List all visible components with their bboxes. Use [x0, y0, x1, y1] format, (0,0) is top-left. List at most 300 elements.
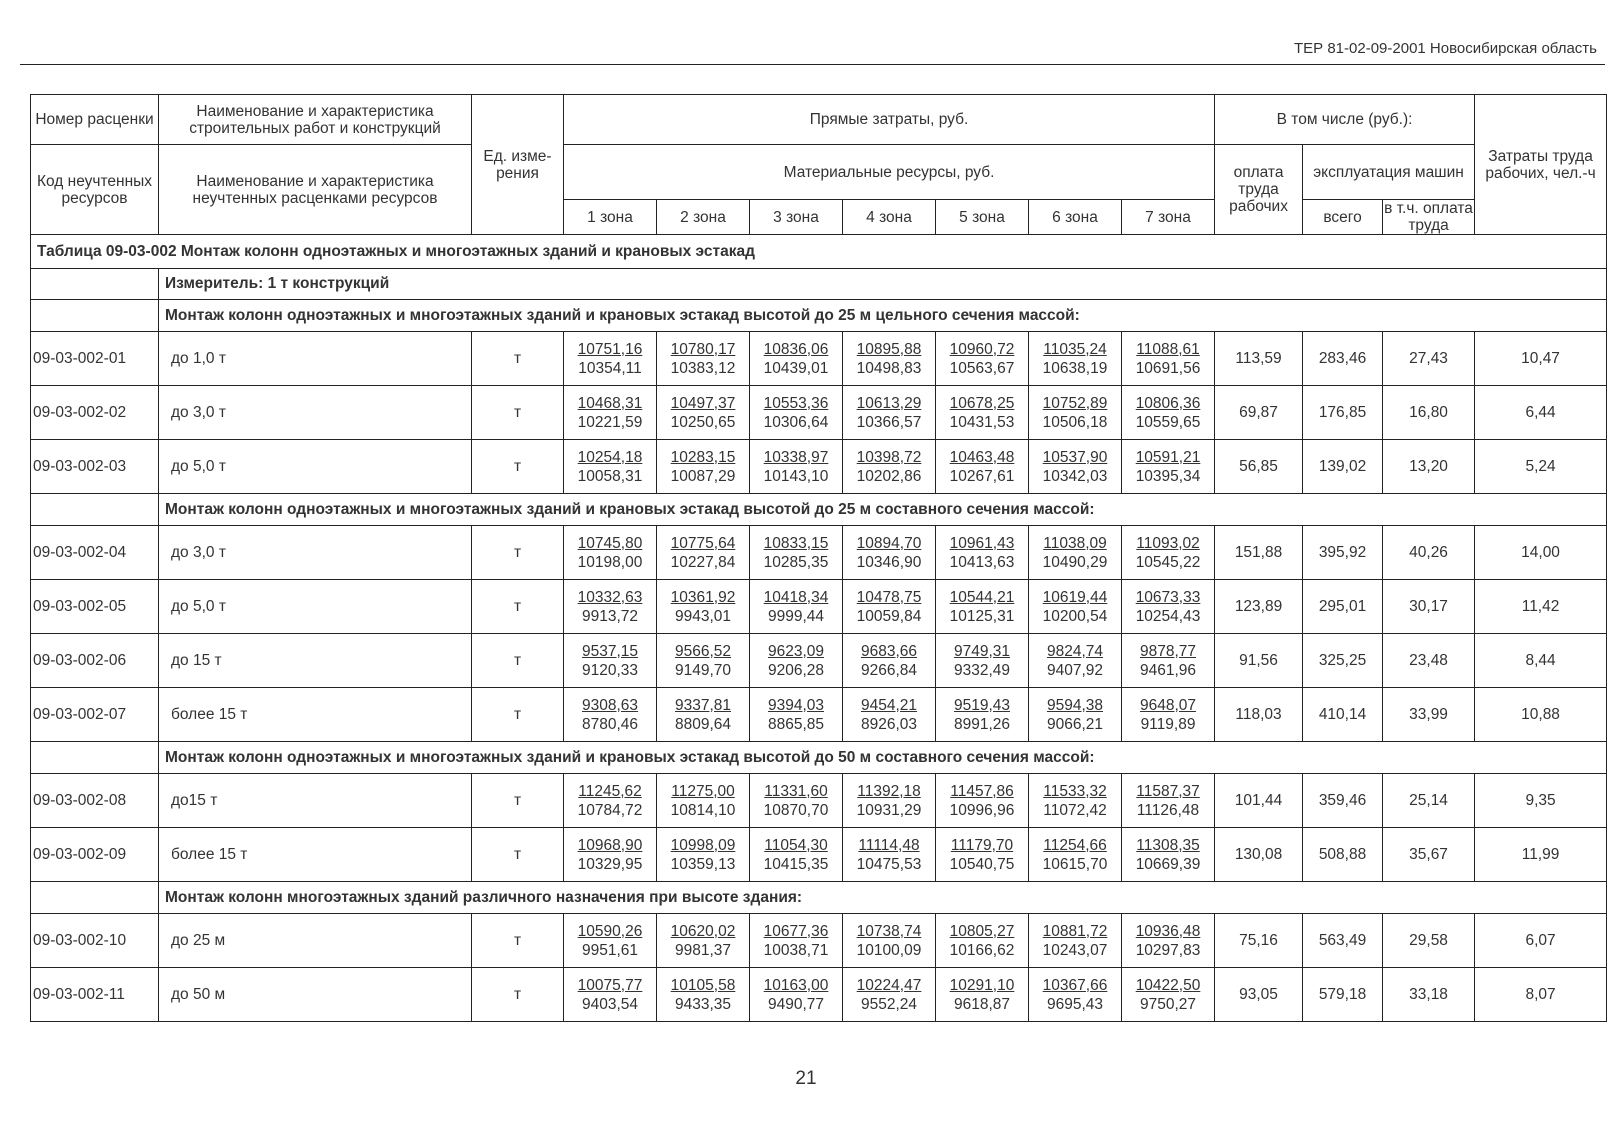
section-title: Монтаж колонн многоэтажных зданий различного назначения при высоте здания: — [159, 882, 1607, 914]
zone-cell — [750, 634, 843, 688]
material-cost: 8865,85 — [767, 715, 825, 733]
header-zone-2: 2 зона — [657, 200, 750, 235]
zone-cell — [657, 828, 750, 882]
material-cost: 10559,65 — [1135, 413, 1201, 431]
direct-cost: 10806,36 — [1135, 394, 1201, 412]
direct-cost: 10745,80 — [577, 534, 643, 552]
direct-cost: 9519,43 — [953, 696, 1011, 714]
empty-cell — [31, 269, 159, 300]
direct-cost: 9337,81 — [674, 696, 732, 714]
direct-cost: 10590,26 — [577, 922, 643, 940]
zone-cell — [750, 828, 843, 882]
section-row — [31, 494, 1607, 526]
rate-code: 09-03-002-09 — [31, 828, 159, 882]
zone-cell — [1029, 688, 1122, 742]
zone-cell — [936, 332, 1029, 386]
material-cost: 10254,43 — [1135, 607, 1201, 625]
direct-cost: 10338,97 — [763, 448, 829, 466]
machines-total: 295,01 — [1303, 580, 1383, 634]
zone-cell — [936, 968, 1029, 1022]
material-cost: 9913,72 — [581, 607, 639, 625]
zone-cell — [843, 634, 936, 688]
material-cost: 9490,77 — [767, 995, 825, 1013]
material-cost: 10342,03 — [1042, 467, 1108, 485]
machines-total: 139,02 — [1303, 440, 1383, 494]
zone-cell — [657, 914, 750, 968]
direct-cost: 10998,09 — [670, 836, 736, 854]
machines-total: 283,46 — [1303, 332, 1383, 386]
material-cost: 10125,31 — [949, 607, 1015, 625]
zone-cell — [750, 688, 843, 742]
header-naimen: Наименование и характеристика строительных работ и конструкций — [159, 95, 472, 145]
material-cost: 11126,48 — [1136, 801, 1200, 819]
zone-cell — [936, 688, 1029, 742]
table-row — [31, 526, 1607, 580]
header-zone-4: 4 зона — [843, 200, 936, 235]
material-cost: 10490,29 — [1042, 553, 1108, 571]
material-cost: 10100,09 — [856, 941, 922, 959]
labor-hours: 8,07 — [1475, 968, 1607, 1022]
zone-cell — [1122, 580, 1215, 634]
machines-total: 563,49 — [1303, 914, 1383, 968]
material-cost: 10166,62 — [949, 941, 1015, 959]
section-row — [31, 882, 1607, 914]
zone-cell — [1122, 774, 1215, 828]
direct-cost: 10752,89 — [1042, 394, 1108, 412]
page-header — [20, 38, 1605, 65]
zone-cell — [1122, 526, 1215, 580]
machines-total: 325,25 — [1303, 634, 1383, 688]
material-cost: 10506,18 — [1042, 413, 1108, 431]
direct-cost: 10544,21 — [949, 588, 1015, 606]
zone-cell — [843, 386, 936, 440]
rate-code: 09-03-002-07 — [31, 688, 159, 742]
direct-cost: 10673,33 — [1135, 588, 1201, 606]
table-row — [31, 828, 1607, 882]
rate-code: 09-03-002-04 — [31, 526, 159, 580]
zone-cell — [1029, 634, 1122, 688]
izmeritel: Измеритель: 1 т конструкций — [159, 269, 1607, 300]
labor-pay: 130,08 — [1215, 828, 1303, 882]
rate-name: до 50 м — [159, 968, 472, 1022]
zone-cell — [564, 774, 657, 828]
direct-cost: 9623,09 — [767, 642, 825, 660]
direct-cost: 10960,72 — [949, 340, 1015, 358]
labor-pay: 56,85 — [1215, 440, 1303, 494]
empty-cell — [31, 882, 159, 914]
table-row — [31, 386, 1607, 440]
zone-cell — [843, 774, 936, 828]
direct-cost: 11088,61 — [1136, 340, 1200, 358]
material-cost: 10784,72 — [577, 801, 643, 819]
labor-pay: 91,56 — [1215, 634, 1303, 688]
material-cost: 10285,35 — [763, 553, 829, 571]
header-naimen2: Наименование и характеристика неучтенных расценками ресурсов — [159, 145, 472, 235]
material-cost: 10306,64 — [763, 413, 829, 431]
direct-cost: 10678,25 — [949, 394, 1015, 412]
direct-cost: 11035,24 — [1043, 340, 1107, 358]
material-cost: 10359,13 — [670, 855, 736, 873]
direct-cost: 10613,29 — [856, 394, 922, 412]
material-cost: 9433,35 — [674, 995, 732, 1013]
machines-labor: 33,18 — [1383, 968, 1475, 1022]
direct-cost: 10751,16 — [577, 340, 643, 358]
material-cost: 9461,96 — [1140, 661, 1197, 679]
header-zone-6: 6 зона — [1029, 200, 1122, 235]
direct-cost: 10836,06 — [763, 340, 829, 358]
material-cost: 10221,59 — [577, 413, 643, 431]
zone-cell — [843, 440, 936, 494]
direct-cost: 10332,63 — [577, 588, 643, 606]
zone-cell — [750, 526, 843, 580]
labor-hours: 10,88 — [1475, 688, 1607, 742]
header-v-tom: В том числе (руб.): — [1215, 95, 1475, 145]
izmeritel-row — [31, 269, 1607, 300]
zone-cell — [657, 634, 750, 688]
rate-unit: т — [472, 828, 564, 882]
material-cost: 8809,64 — [674, 715, 732, 733]
labor-hours: 6,07 — [1475, 914, 1607, 968]
zone-cell — [936, 774, 1029, 828]
section-title: Монтаж колонн одноэтажных и многоэтажных зданий и крановых эстакад высотой до 25 м составного сечения массой: — [159, 494, 1607, 526]
labor-pay: 101,44 — [1215, 774, 1303, 828]
material-cost: 10615,70 — [1042, 855, 1108, 873]
material-cost: 10814,10 — [670, 801, 736, 819]
material-cost: 10413,63 — [949, 553, 1015, 571]
direct-cost: 11331,60 — [764, 782, 828, 800]
machines-labor: 40,26 — [1383, 526, 1475, 580]
empty-cell — [31, 300, 159, 332]
labor-hours: 11,99 — [1475, 828, 1607, 882]
direct-cost: 10075,77 — [577, 976, 643, 994]
direct-cost: 11457,86 — [950, 782, 1014, 800]
material-cost: 9119,89 — [1140, 715, 1196, 733]
zone-cell — [1122, 440, 1215, 494]
table-row — [31, 688, 1607, 742]
material-cost: 9999,44 — [767, 607, 825, 625]
rate-name: более 15 т — [159, 828, 472, 882]
zone-cell — [936, 526, 1029, 580]
material-cost: 8780,46 — [581, 715, 639, 733]
zone-cell — [1122, 914, 1215, 968]
direct-cost: 11038,09 — [1043, 534, 1107, 552]
zone-cell — [564, 914, 657, 968]
zone-cell — [564, 440, 657, 494]
zone-cell — [657, 774, 750, 828]
direct-cost: 10361,92 — [670, 588, 736, 606]
material-cost: 8926,03 — [860, 715, 918, 733]
labor-pay: 151,88 — [1215, 526, 1303, 580]
material-cost: 9951,61 — [581, 941, 639, 959]
labor-hours: 5,24 — [1475, 440, 1607, 494]
price-table — [30, 94, 1607, 1022]
direct-cost: 9537,15 — [581, 642, 639, 660]
header-zone-1: 1 зона — [564, 200, 657, 235]
header-ed: Ед. изме-рения — [472, 95, 564, 235]
section-title: Монтаж колонн одноэтажных и многоэтажных зданий и крановых эстакад высотой до 50 м составного сечения массой: — [159, 742, 1607, 774]
direct-cost: 10833,15 — [763, 534, 829, 552]
direct-cost: 9648,07 — [1140, 696, 1197, 714]
direct-cost: 10619,44 — [1042, 588, 1108, 606]
direct-cost: 10224,47 — [856, 976, 922, 994]
material-cost: 10329,95 — [577, 855, 643, 873]
direct-cost: 10591,21 — [1135, 448, 1201, 466]
material-cost: 9943,01 — [674, 607, 732, 625]
zone-cell — [657, 968, 750, 1022]
zone-cell — [564, 526, 657, 580]
zone-cell — [843, 332, 936, 386]
material-cost: 10870,70 — [763, 801, 829, 819]
labor-pay: 118,03 — [1215, 688, 1303, 742]
direct-cost: 11308,35 — [1136, 836, 1200, 854]
machines-labor: 27,43 — [1383, 332, 1475, 386]
rate-code: 09-03-002-01 — [31, 332, 159, 386]
zone-cell — [657, 580, 750, 634]
material-cost: 10250,65 — [670, 413, 736, 431]
labor-hours: 10,47 — [1475, 332, 1607, 386]
rate-code: 09-03-002-11 — [31, 968, 159, 1022]
material-cost: 9066,21 — [1046, 715, 1104, 733]
direct-cost: 9566,52 — [674, 642, 732, 660]
direct-cost: 9683,66 — [860, 642, 918, 660]
zone-cell — [564, 634, 657, 688]
zone-cell — [936, 580, 1029, 634]
rate-code: 09-03-002-05 — [31, 580, 159, 634]
zone-cell — [1122, 688, 1215, 742]
empty-cell — [31, 494, 159, 526]
zone-cell — [1029, 526, 1122, 580]
material-cost: 10198,00 — [577, 553, 643, 571]
direct-cost: 10894,70 — [856, 534, 922, 552]
machines-total: 395,92 — [1303, 526, 1383, 580]
material-cost: 10143,10 — [763, 467, 829, 485]
material-cost: 10563,67 — [949, 359, 1015, 377]
direct-cost: 10422,50 — [1135, 976, 1201, 994]
section-title: Монтаж колонн одноэтажных и многоэтажных зданий и крановых эстакад высотой до 25 м цельного сечения массой: — [159, 300, 1607, 332]
rate-code: 09-03-002-06 — [31, 634, 159, 688]
zone-cell — [1122, 968, 1215, 1022]
direct-cost: 10895,88 — [856, 340, 922, 358]
rate-name: до 5,0 т — [159, 440, 472, 494]
zone-cell — [843, 828, 936, 882]
direct-cost: 11587,37 — [1136, 782, 1200, 800]
direct-cost: 10367,66 — [1042, 976, 1108, 994]
zone-cell — [564, 688, 657, 742]
direct-cost: 9454,21 — [860, 696, 918, 714]
rate-unit: т — [472, 386, 564, 440]
material-cost: 9618,87 — [953, 995, 1011, 1013]
material-cost: 10439,01 — [763, 359, 829, 377]
direct-cost: 10738,74 — [856, 922, 922, 940]
header-zone-7: 7 зона — [1122, 200, 1215, 235]
direct-cost: 10881,72 — [1042, 922, 1108, 940]
zone-cell — [657, 386, 750, 440]
material-cost: 10540,75 — [949, 855, 1015, 873]
material-cost: 10475,53 — [856, 855, 922, 873]
material-cost: 10200,54 — [1042, 607, 1108, 625]
material-cost: 9120,33 — [581, 661, 639, 679]
machines-labor: 13,20 — [1383, 440, 1475, 494]
zone-cell — [1029, 828, 1122, 882]
rate-unit: т — [472, 774, 564, 828]
machines-labor: 35,67 — [1383, 828, 1475, 882]
zone-cell — [843, 914, 936, 968]
material-cost: 9403,54 — [581, 995, 639, 1013]
zone-cell — [1122, 828, 1215, 882]
table-row — [31, 440, 1607, 494]
zone-cell — [843, 526, 936, 580]
material-cost: 11072,42 — [1043, 801, 1107, 819]
labor-hours: 8,44 — [1475, 634, 1607, 688]
table-row — [31, 580, 1607, 634]
material-cost: 10243,07 — [1042, 941, 1108, 959]
direct-cost: 11179,70 — [950, 836, 1014, 854]
rate-unit: т — [472, 688, 564, 742]
section-row — [31, 742, 1607, 774]
direct-cost: 10254,18 — [577, 448, 643, 466]
zone-cell — [936, 440, 1029, 494]
direct-cost: 10398,72 — [856, 448, 922, 466]
labor-pay: 69,87 — [1215, 386, 1303, 440]
material-cost: 9552,24 — [860, 995, 918, 1013]
rate-code: 09-03-002-03 — [31, 440, 159, 494]
material-cost: 10354,11 — [578, 359, 642, 377]
zone-cell — [843, 968, 936, 1022]
material-cost: 10545,22 — [1135, 553, 1201, 571]
rate-unit: т — [472, 634, 564, 688]
table-row — [31, 634, 1607, 688]
rate-name: до 3,0 т — [159, 526, 472, 580]
zone-cell — [750, 774, 843, 828]
material-cost: 10498,83 — [856, 359, 922, 377]
machines-labor: 30,17 — [1383, 580, 1475, 634]
direct-cost: 10968,90 — [577, 836, 643, 854]
rate-name: до 25 м — [159, 914, 472, 968]
direct-cost: 11533,32 — [1043, 782, 1107, 800]
material-cost: 10395,34 — [1135, 467, 1201, 485]
material-cost: 10346,90 — [856, 553, 922, 571]
direct-cost: 10478,75 — [856, 588, 922, 606]
direct-cost: 9594,38 — [1046, 696, 1104, 714]
direct-cost: 10463,48 — [949, 448, 1015, 466]
direct-cost: 10780,17 — [670, 340, 736, 358]
material-cost: 10059,84 — [856, 607, 922, 625]
direct-cost: 10961,43 — [949, 534, 1015, 552]
rate-name: до 1,0 т — [159, 332, 472, 386]
table-title-row — [31, 235, 1607, 269]
rate-name: более 15 т — [159, 688, 472, 742]
zone-cell — [564, 332, 657, 386]
material-cost: 10087,29 — [670, 467, 736, 485]
labor-hours: 6,44 — [1475, 386, 1607, 440]
direct-cost: 9308,63 — [581, 696, 639, 714]
material-cost: 10691,56 — [1135, 359, 1201, 377]
rate-unit: т — [472, 526, 564, 580]
material-cost: 10202,86 — [856, 467, 922, 485]
table-row — [31, 914, 1607, 968]
zone-cell — [1029, 968, 1122, 1022]
labor-pay: 123,89 — [1215, 580, 1303, 634]
page-number: 21 — [795, 1068, 817, 1089]
zone-cell — [564, 386, 657, 440]
rate-unit: т — [472, 440, 564, 494]
direct-cost: 10775,64 — [670, 534, 736, 552]
direct-cost: 10291,10 — [949, 976, 1015, 994]
direct-cost: 9394,03 — [767, 696, 825, 714]
direct-cost: 11392,18 — [857, 782, 921, 800]
machines-total: 508,88 — [1303, 828, 1383, 882]
table-row — [31, 774, 1607, 828]
zone-cell — [1029, 914, 1122, 968]
zone-cell — [1029, 774, 1122, 828]
header-zatraty: Затраты труда рабочих, чел.-ч — [1475, 95, 1607, 235]
zone-cell — [1029, 580, 1122, 634]
zone-cell — [1029, 386, 1122, 440]
direct-cost: 10936,48 — [1135, 922, 1201, 940]
material-cost: 10431,53 — [949, 413, 1015, 431]
machines-total: 359,46 — [1303, 774, 1383, 828]
header-material: Материальные ресурсы, руб. — [564, 145, 1215, 200]
rate-name: до 3,0 т — [159, 386, 472, 440]
labor-hours: 9,35 — [1475, 774, 1607, 828]
zone-cell — [936, 634, 1029, 688]
zone-cell — [657, 440, 750, 494]
material-cost: 10297,83 — [1135, 941, 1201, 959]
zone-cell — [1122, 332, 1215, 386]
material-cost: 9332,49 — [953, 661, 1011, 679]
material-cost: 10415,35 — [763, 855, 829, 873]
rate-name: до15 т — [159, 774, 472, 828]
zone-cell — [1122, 386, 1215, 440]
direct-cost: 11275,00 — [671, 782, 735, 800]
direct-cost: 10105,58 — [670, 976, 736, 994]
rate-name: до 5,0 т — [159, 580, 472, 634]
zone-cell — [1029, 332, 1122, 386]
machines-total: 410,14 — [1303, 688, 1383, 742]
zone-cell — [936, 914, 1029, 968]
material-cost: 9695,43 — [1046, 995, 1104, 1013]
labor-hours: 11,42 — [1475, 580, 1607, 634]
zone-cell — [1029, 440, 1122, 494]
zone-cell — [750, 914, 843, 968]
direct-cost: 9878,77 — [1140, 642, 1197, 660]
header-nomer: Номер расценки — [31, 95, 159, 145]
header-zone-5: 5 зона — [936, 200, 1029, 235]
material-cost: 8991,26 — [953, 715, 1011, 733]
table-title: Таблица 09-03-002 Монтаж колонн одноэтажных и многоэтажных зданий и крановых эстакад — [31, 235, 1607, 269]
header-zone-3: 3 зона — [750, 200, 843, 235]
rate-unit: т — [472, 580, 564, 634]
material-cost: 10227,84 — [670, 553, 736, 571]
material-cost: 10669,39 — [1135, 855, 1201, 873]
direct-cost: 10418,34 — [763, 588, 829, 606]
direct-cost: 10468,31 — [577, 394, 643, 412]
header-oplata: оплата труда рабочих — [1215, 145, 1303, 235]
machines-labor: 25,14 — [1383, 774, 1475, 828]
header-vtch: в т.ч. оплата труда — [1384, 200, 1473, 234]
page-header-text: ТЕР 81-02-09-2001 Новосибирская область — [1294, 40, 1597, 57]
rate-code: 09-03-002-02 — [31, 386, 159, 440]
header-vsego: всего — [1303, 200, 1383, 235]
zone-cell — [564, 580, 657, 634]
table-row — [31, 968, 1607, 1022]
material-cost: 9206,28 — [767, 661, 825, 679]
direct-cost: 10163,00 — [763, 976, 829, 994]
header-row-2 — [31, 145, 1607, 200]
rate-code: 09-03-002-08 — [31, 774, 159, 828]
material-cost: 9149,70 — [674, 661, 732, 679]
material-cost: 10058,31 — [577, 467, 643, 485]
